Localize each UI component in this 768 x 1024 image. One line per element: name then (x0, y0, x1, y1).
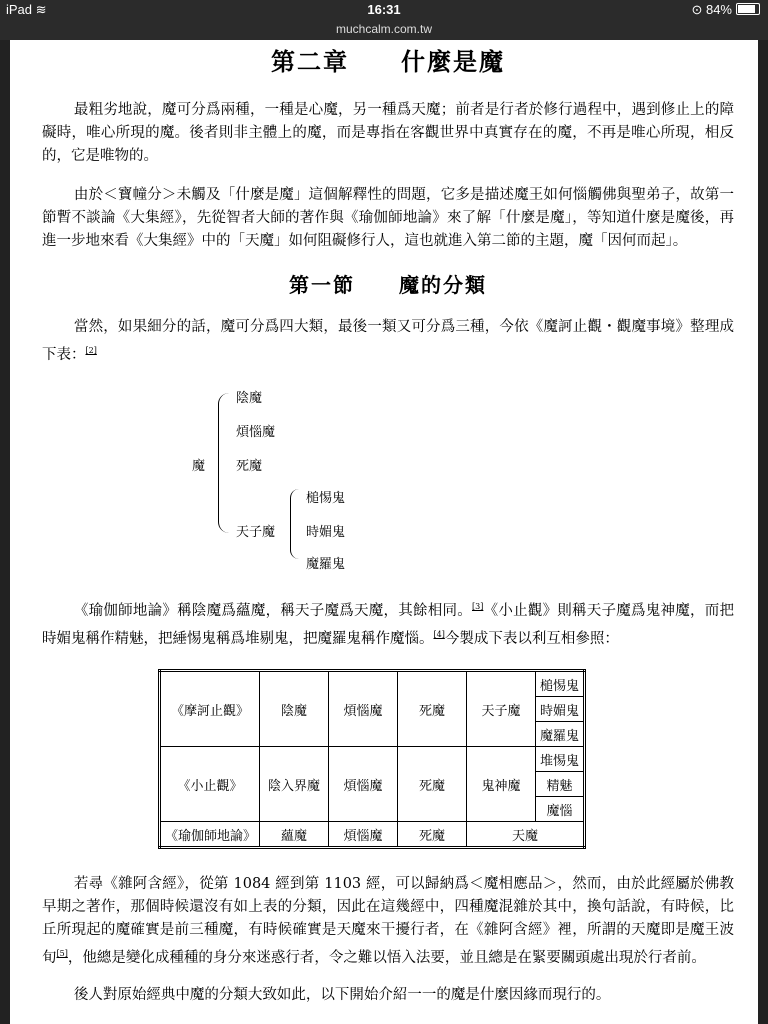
clock: 16:31 (367, 2, 401, 17)
table-cell: 煩惱魔 (329, 822, 398, 848)
device-label: iPad ≋ (6, 2, 47, 17)
table-cell: 天魔 (467, 822, 585, 848)
tree-branch: 死魔 (236, 459, 263, 474)
table-cell-sub: 時媚鬼 (536, 697, 585, 722)
chapter-title: 第二章 什麼是魔 (271, 47, 505, 76)
tree-branch: 天子魔 (236, 525, 276, 540)
tree-brace-main (218, 393, 229, 533)
paragraph-4: 若尋《雜阿含經》，從第 1084 經到第 1103 經，可以歸納爲＜魔相應品＞，然而，由於此經屬於佛教早期之著作，那個時候還沒有如上表的分類，因此在這幾經中，四種魔混雜於其中，換句話說，有時候，比丘所現起的魔確實是前三種魔，有時候確實是天魔來干擾行者，在《雜阿含經》裡，所謂的天魔即是魔王波旬[5]，他總是變化成種種的身分來迷惑行者，令之難以悟入法要，並且總是在緊要關頭處出現於行者前。 (42, 876, 734, 966)
table-cell-sub: 槌惕鬼 (536, 671, 585, 697)
orientation-lock-icon: ⊙ (691, 2, 703, 17)
paragraph-3: 《瑜伽師地論》稱陰魔爲蘊魔，稱天子魔爲天魔，其餘相同。[3]《小止觀》則稱天子魔爲鬼神魔，而把時媚鬼稱作精魅，把綞惕鬼稱爲堆剔鬼，把魔羅鬼稱作魔惱。[4]今製成下表以利互相參照： (42, 602, 735, 647)
table-cell-sub: 魔惱 (536, 797, 585, 822)
footnote-ref[interactable]: [2] (85, 346, 97, 355)
table-cell: 煩惱魔 (329, 671, 398, 747)
battery-icon (736, 3, 760, 15)
table-cell: 死魔 (398, 747, 467, 822)
footnote-ref[interactable]: [5] (56, 949, 68, 958)
tree-sub-branch: 槌惕鬼 (306, 491, 346, 506)
document-page (10, 40, 758, 1024)
table-row (160, 747, 585, 772)
tree-sub-branch: 時媚鬼 (306, 525, 346, 540)
paragraph-5: 後人對原始經典中魔的分類大致如此，以下開始介紹一一的魔是什麼因緣而現行的。 (73, 987, 611, 1003)
table-cell-sub: 堆惕鬼 (536, 747, 585, 772)
table-cell: 鬼神魔 (467, 747, 536, 822)
table-row (160, 822, 585, 848)
table-cell-sub: 精魅 (536, 772, 585, 797)
table-row (160, 671, 585, 697)
table-cell-book: 《小止觀》 (160, 747, 260, 822)
table-cell: 天子魔 (467, 671, 536, 747)
url-bar[interactable]: muchcalm.com.tw (0, 20, 768, 40)
footnote-ref[interactable]: [3] (472, 602, 484, 611)
wifi-icon: ≋ (35, 2, 47, 17)
section-title: 第一節 魔的分類 (289, 273, 487, 297)
table-cell-book: 《摩訶止觀》 (160, 671, 260, 747)
demon-tree-diagram (42, 381, 734, 581)
tree-branch: 陰魔 (236, 391, 263, 406)
document-content (42, 40, 734, 1007)
table-cell: 煩惱魔 (329, 747, 398, 822)
battery-status: ⊙ 84% (691, 2, 760, 18)
table-cell-sub: 魔羅鬼 (536, 722, 585, 747)
section-paragraph: 當然，如果細分的話，魔可分爲四大類，最後一類又可分爲三種，今依《魔訶止觀・觀魔事境》整理成下表：[2] (42, 319, 734, 363)
table-cell-book: 《瑜伽師地論》 (160, 822, 260, 848)
table-cell: 蘊魔 (260, 822, 329, 848)
comparison-table (158, 669, 586, 849)
comparison-table-wrap (158, 669, 734, 849)
tree-branch: 煩惱魔 (236, 425, 276, 440)
tree-root: 魔 (192, 459, 206, 474)
status-bar (0, 0, 768, 20)
paragraph-1: 最粗劣地說，魔可分爲兩種，一種是心魔，另一種爲天魔；前者是行者於修行過程中，遇到修止上的障礙時，唯心所現的魔。後者則非主體上的魔，而是專指在客觀世界中真實存在的魔，不再是唯心所現，相反的，它是唯物的。 (42, 102, 734, 164)
tree-brace-sub (290, 489, 299, 559)
table-cell: 陰入界魔 (260, 747, 329, 822)
table-cell: 死魔 (398, 822, 467, 848)
footnote-ref[interactable]: [4] (433, 630, 445, 639)
tree-sub-branch: 魔羅鬼 (306, 557, 346, 572)
paragraph-2: 由於＜寶幢分＞未觸及「什麼是魔」這個解釋性的問題，它多是描述魔王如何惱觸佛與聖弟子，故第一節暫不談論《大集經》，先從智者大師的著作與《瑜伽師地論》來了解「什麼是魔」，等知道什麼是魔後，再進一步地來看《大集經》中的「天魔」如何阻礙修行人，這也就進入第二節的主題，魔「因何而起」。 (42, 187, 734, 249)
table-cell: 陰魔 (260, 671, 329, 747)
table-cell: 死魔 (398, 671, 467, 747)
